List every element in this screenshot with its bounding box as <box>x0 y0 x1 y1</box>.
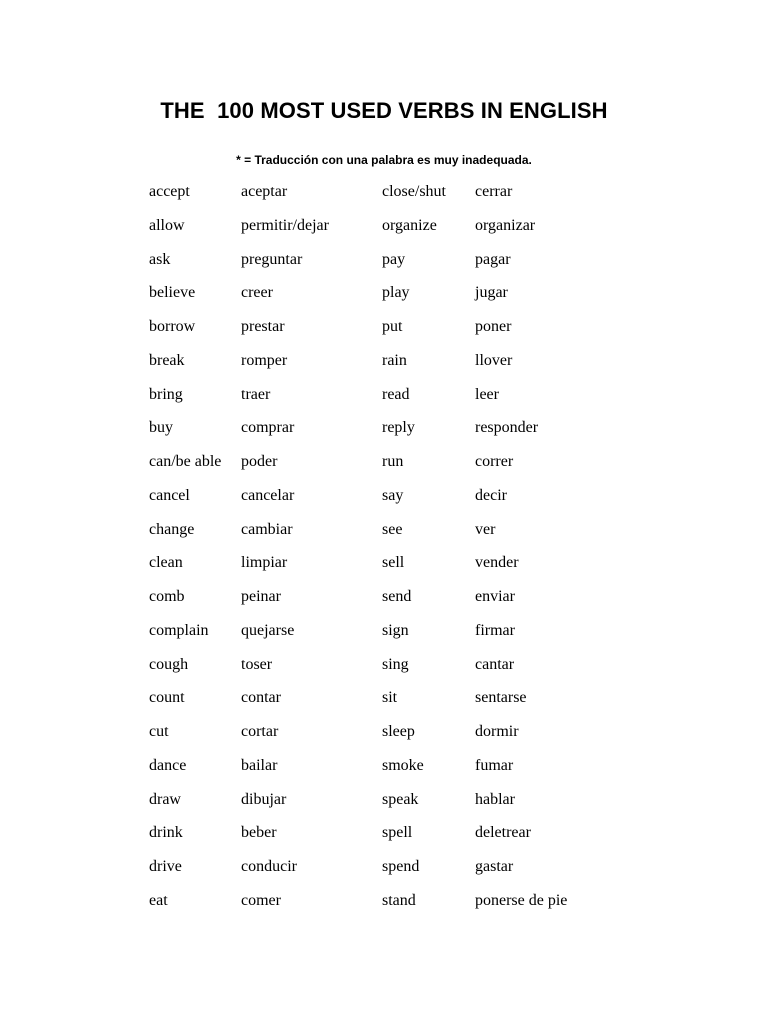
table-row <box>149 620 629 654</box>
table-row <box>149 654 629 688</box>
spanish-translation: cancelar <box>241 486 295 504</box>
spanish-translation: sentarse <box>475 689 527 707</box>
verb-table <box>149 181 629 924</box>
table-row <box>149 687 629 721</box>
english-verb: bring <box>149 385 183 403</box>
table-row <box>149 890 629 924</box>
english-verb: smoke <box>382 756 424 774</box>
table-row <box>149 755 629 789</box>
table-row <box>149 451 629 485</box>
english-verb: sing <box>382 655 409 673</box>
english-verb: organize <box>382 216 437 234</box>
english-verb: complain <box>149 621 209 639</box>
english-verb: put <box>382 318 403 335</box>
english-verb: drink <box>149 824 183 842</box>
english-verb: allow <box>149 216 185 234</box>
english-verb: break <box>149 351 185 369</box>
spanish-translation: responder <box>475 419 539 437</box>
english-verb: believe <box>149 284 196 302</box>
english-verb: sleep <box>382 723 415 740</box>
english-verb: reply <box>382 419 415 437</box>
table-row <box>149 586 629 620</box>
spanish-translation: conducir <box>241 858 297 875</box>
english-verb: cut <box>149 723 169 740</box>
english-verb: run <box>382 453 404 470</box>
spanish-translation: organizar <box>475 216 536 234</box>
spanish-translation: fumar <box>475 756 514 774</box>
english-verb: buy <box>149 419 173 437</box>
spanish-translation: decir <box>475 486 507 504</box>
spanish-translation: comer <box>241 891 281 909</box>
table-row <box>149 856 629 890</box>
english-verb: pay <box>382 250 406 268</box>
spanish-translation: limpiar <box>241 554 288 572</box>
spanish-translation: ponerse de pie <box>475 891 568 909</box>
table-row <box>149 519 629 553</box>
english-verb: say <box>382 486 404 504</box>
english-verb: borrow <box>149 318 196 335</box>
english-verb: rain <box>382 351 407 369</box>
spanish-translation: deletrear <box>475 824 531 842</box>
english-verb: clean <box>149 554 183 572</box>
table-row <box>149 316 629 350</box>
table-row <box>149 417 629 451</box>
spanish-translation: romper <box>241 351 288 369</box>
spanish-translation: gastar <box>475 858 514 875</box>
spanish-translation: enviar <box>475 588 515 605</box>
english-verb: spend <box>382 858 420 875</box>
english-verb: count <box>149 689 185 707</box>
english-verb: send <box>382 588 412 605</box>
spanish-translation: leer <box>475 385 499 403</box>
table-row <box>149 789 629 823</box>
spanish-translation: dibujar <box>241 790 287 808</box>
english-verb: sign <box>382 621 409 639</box>
english-verb: change <box>149 520 195 538</box>
english-verb: play <box>382 284 410 302</box>
table-row <box>149 249 629 283</box>
table-row <box>149 215 629 249</box>
table-row <box>149 485 629 519</box>
english-verb: read <box>382 385 410 403</box>
spanish-translation: cortar <box>241 723 279 740</box>
english-verb: can/be able <box>149 453 222 470</box>
spanish-translation: creer <box>241 284 273 302</box>
english-verb: close/shut <box>382 183 446 200</box>
english-verb: see <box>382 520 403 538</box>
spanish-translation: poner <box>475 318 512 335</box>
english-verb: sit <box>382 689 398 707</box>
english-verb: speak <box>382 790 419 808</box>
english-verb: eat <box>149 891 168 909</box>
spanish-translation: firmar <box>475 621 515 639</box>
table-row <box>149 282 629 316</box>
spanish-translation: jugar <box>475 284 508 302</box>
spanish-translation: quejarse <box>241 621 295 639</box>
table-row <box>149 822 629 856</box>
table-row <box>149 181 629 215</box>
spanish-translation: hablar <box>475 790 515 808</box>
english-verb: draw <box>149 790 181 808</box>
english-verb: stand <box>382 891 416 909</box>
english-verb: dance <box>149 756 187 774</box>
spanish-translation: cantar <box>475 655 515 673</box>
translation-note: * = Traducción con una palabra es muy inadequada. <box>236 153 532 167</box>
spanish-translation: llover <box>475 351 513 369</box>
spanish-translation: aceptar <box>241 183 288 200</box>
spanish-translation: preguntar <box>241 250 303 268</box>
spanish-translation: prestar <box>241 318 285 335</box>
spanish-translation: bailar <box>241 756 278 774</box>
spanish-translation: peinar <box>241 588 281 605</box>
spanish-translation: contar <box>241 689 281 707</box>
spanish-translation: pagar <box>475 250 511 268</box>
spanish-translation: comprar <box>241 419 295 437</box>
spanish-translation: correr <box>475 453 514 470</box>
english-verb: accept <box>149 183 190 200</box>
spanish-translation: permitir/dejar <box>241 216 329 234</box>
english-verb: spell <box>382 824 413 842</box>
english-verb: drive <box>149 858 182 875</box>
spanish-translation: cerrar <box>475 183 513 200</box>
english-verb: sell <box>382 554 405 572</box>
page-title: THE 100 MOST USED VERBS IN ENGLISH <box>160 98 608 123</box>
english-verb: ask <box>149 250 171 268</box>
spanish-translation: cambiar <box>241 520 293 538</box>
table-row <box>149 384 629 418</box>
spanish-translation: traer <box>241 385 271 403</box>
english-verb: comb <box>149 588 185 605</box>
table-row <box>149 721 629 755</box>
spanish-translation: vender <box>475 554 519 572</box>
table-row <box>149 350 629 384</box>
english-verb: cough <box>149 655 189 673</box>
english-verb: cancel <box>149 486 190 504</box>
table-row <box>149 552 629 586</box>
spanish-translation: poder <box>241 453 278 470</box>
spanish-translation: ver <box>475 520 496 538</box>
spanish-translation: dormir <box>475 723 519 740</box>
spanish-translation: toser <box>241 655 273 673</box>
spanish-translation: beber <box>241 824 277 842</box>
